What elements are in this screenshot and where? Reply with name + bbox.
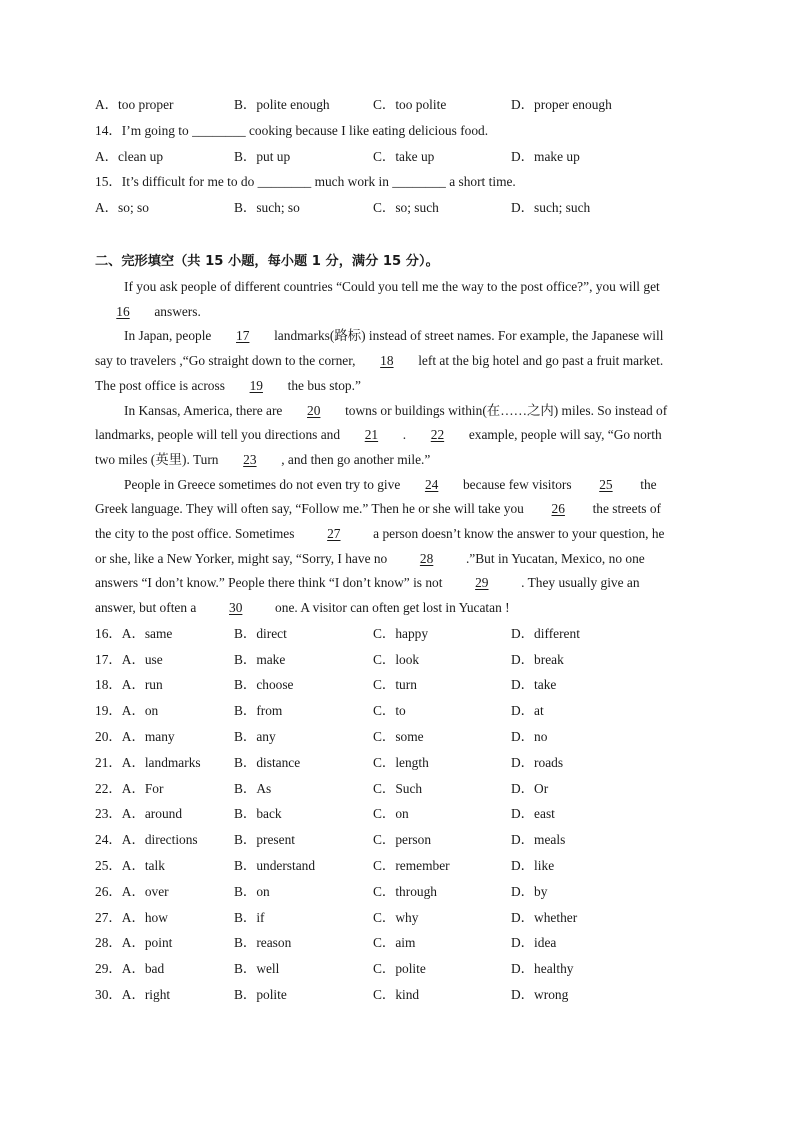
- blank-24: 24: [424, 476, 439, 492]
- q15-options: [95, 195, 705, 221]
- option-a: 16．A．same: [95, 625, 173, 641]
- option-d: D．like: [511, 858, 555, 873]
- blank-20: 20: [307, 402, 321, 418]
- option-b: B．polite: [234, 986, 287, 1002]
- option-b: B．make: [234, 651, 286, 667]
- option-b: B．any: [234, 729, 276, 745]
- option-d: D．whether: [511, 909, 578, 925]
- option-d: D．make up: [511, 148, 580, 164]
- option-b: B．polite enough: [234, 97, 330, 112]
- option-b: B．on: [234, 883, 270, 899]
- passage-line: answer, but often a 30 one. A visitor can often get lost in Yucatan !: [95, 596, 705, 621]
- option-a: A．too proper: [95, 97, 174, 112]
- q13-options: [95, 92, 705, 118]
- cloze-options: [95, 621, 705, 1008]
- question-18-options: [95, 672, 705, 698]
- option-a: 22．A．For: [95, 780, 164, 796]
- cloze-passage: [95, 275, 705, 621]
- question-25-options: [95, 853, 705, 879]
- option-b: B．direct: [234, 625, 287, 641]
- option-c: C．aim: [373, 935, 416, 951]
- option-c: C．so; such: [373, 200, 439, 216]
- option-a: 24．A．directions: [95, 832, 198, 848]
- question-24-options: [95, 827, 705, 853]
- passage-line: two miles (英里). Turn 23 , and then go another mile.”: [95, 448, 705, 473]
- option-d: D．break: [511, 651, 564, 667]
- blank-21: 21: [364, 427, 379, 443]
- option-a: 30．A．right: [95, 986, 171, 1002]
- q15-stem: 15．It’s difficult for me to do: [95, 174, 258, 190]
- blank-16: 16: [116, 303, 130, 319]
- blank-23: 23: [243, 451, 257, 467]
- option-c: C．on: [373, 806, 409, 822]
- blank-22: 22: [430, 427, 445, 443]
- option-a: 20．A．many: [95, 729, 175, 745]
- blank-17: 17: [236, 328, 250, 344]
- passage-line: People in Greece sometimes do not even try to give 24 because few visitors 25 the: [95, 473, 705, 498]
- blank-29: 29: [475, 575, 489, 591]
- option-d: D．such; such: [511, 200, 591, 216]
- option-d: D．no: [511, 729, 548, 745]
- question-17-options: [95, 647, 705, 673]
- q15-blank-2: ________: [392, 174, 446, 190]
- option-c: C．turn: [373, 677, 417, 693]
- question-28-options: [95, 930, 705, 956]
- question-20-options: [95, 724, 705, 750]
- option-a: 27．A．how: [95, 909, 168, 925]
- option-b: B．understand: [234, 858, 316, 873]
- option-a: 17．A．use: [95, 651, 163, 667]
- option-c: C．happy: [373, 625, 429, 641]
- option-c: C．take up: [373, 148, 435, 164]
- passage-line: landmarks, people will tell you directions and 21 . 22 example, people will say, “Go north: [95, 423, 705, 448]
- option-a: 23．A．around: [95, 806, 183, 822]
- option-c: C．kind: [373, 986, 420, 1002]
- question-22-options: [95, 776, 705, 802]
- option-c: C．some: [373, 729, 424, 745]
- q14-stem-end: cooking because I like eating delicious food.: [245, 122, 489, 138]
- passage-line: In Kansas, America, there are 20 towns or buildings within(在……之内) miles. So instead of: [95, 399, 705, 424]
- option-a: 19．A．on: [95, 703, 159, 719]
- option-c: C．remember: [373, 858, 450, 873]
- option-a: 28．A．point: [95, 935, 173, 951]
- option-b: B．put up: [234, 148, 291, 164]
- option-d: D．Or: [511, 780, 549, 796]
- option-d: D．healthy: [511, 961, 574, 977]
- passage-line: the city to the post office. Sometimes 27 a person doesn’t know the answer to your question, he: [95, 522, 705, 547]
- option-b: B．choose: [234, 677, 294, 693]
- option-d: D．at: [511, 703, 544, 719]
- blank-18: 18: [380, 353, 394, 369]
- q15-stem-mid: much work in: [311, 174, 393, 190]
- option-d: D．different: [511, 625, 580, 641]
- option-a: 25．A．talk: [95, 858, 165, 873]
- option-a: 18．A．run: [95, 677, 163, 693]
- passage-line: or she, like a New Yorker, might say, “Sorry, I have no 28 .”But in Yucatan, Mexico, no one: [95, 547, 705, 572]
- option-d: D．east: [511, 806, 555, 822]
- question-27-options: [95, 905, 705, 931]
- question-29-options: [95, 956, 705, 982]
- option-c: C．too polite: [373, 97, 447, 112]
- q15-stem-end: a short time.: [445, 174, 516, 190]
- passage-line: Greek language. They will often say, “Follow me.” Then he or she will take you 26 the streets of: [95, 497, 705, 522]
- question-26-options: [95, 879, 705, 905]
- option-c: C．to: [373, 703, 406, 719]
- question-23-options: [95, 801, 705, 827]
- option-d: D．wrong: [511, 986, 569, 1002]
- question-30-options: [95, 982, 705, 1008]
- option-c: C．length: [373, 754, 429, 770]
- question-15: [95, 169, 705, 195]
- section-heading: 二、完形填空（共 15 小题，每小题 1 分，满分 15 分）。: [95, 253, 439, 269]
- q14-options: [95, 144, 705, 170]
- blank-26: 26: [551, 501, 565, 517]
- option-a: 21．A．landmarks: [95, 754, 201, 770]
- question-19-options: [95, 698, 705, 724]
- option-c: C．person: [373, 832, 432, 848]
- option-b: B．As: [234, 780, 272, 796]
- passage-line: say to travelers ,“Go straight down to the corner, 18 left at the big hotel and go past a fruit market.: [95, 349, 705, 374]
- blank-27: 27: [327, 526, 341, 542]
- blank-25: 25: [599, 476, 613, 492]
- blank-19: 19: [249, 377, 263, 393]
- question-14: [95, 118, 705, 144]
- option-b: B．reason: [234, 935, 292, 951]
- option-d: D．meals: [511, 832, 566, 848]
- option-d: D．proper enough: [511, 97, 612, 112]
- option-a: A．so; so: [95, 200, 149, 216]
- option-a: 26．A．over: [95, 883, 169, 899]
- option-c: C．why: [373, 909, 419, 925]
- option-b: B．well: [234, 961, 280, 977]
- option-d: D．idea: [511, 935, 557, 951]
- option-d: D．roads: [511, 754, 564, 770]
- option-b: B．from: [234, 703, 283, 719]
- option-d: D．by: [511, 883, 548, 899]
- option-b: B．such; so: [234, 200, 300, 216]
- option-c: C．through: [373, 883, 437, 899]
- question-21-options: [95, 750, 705, 776]
- option-b: B．back: [234, 806, 282, 822]
- option-d: D．take: [511, 677, 557, 693]
- option-a: 29．A．bad: [95, 961, 165, 977]
- passage-line: The post office is across 19 the bus stop.”: [95, 374, 705, 399]
- option-c: C．polite: [373, 961, 426, 977]
- passage-line: In Japan, people 17 landmarks(路标) instead of street names. For example, the Japanese will: [95, 324, 705, 349]
- question-16-options: [95, 621, 705, 647]
- passage-line: 16 answers.: [95, 300, 705, 325]
- q14-stem: 14．I’m going to: [95, 122, 193, 138]
- passage-line: If you ask people of different countries “Could you tell me the way to the post office?”, you will get: [124, 278, 660, 294]
- passage-line: answers “I don’t know.” People there think “I don’t know” is not 29 . They usually give an: [95, 571, 705, 596]
- blank-30: 30: [229, 600, 243, 616]
- option-b: B．if: [234, 909, 265, 925]
- option-b: B．present: [234, 832, 295, 848]
- option-c: C．look: [373, 651, 420, 667]
- option-b: B．distance: [234, 754, 301, 770]
- option-a: A．clean up: [95, 148, 164, 164]
- blank-28: 28: [419, 550, 434, 566]
- q14-blank: ________: [192, 122, 246, 138]
- exam-page: [95, 92, 705, 1008]
- option-c: C．Such: [373, 780, 423, 796]
- q15-blank-1: ________: [257, 174, 312, 190]
